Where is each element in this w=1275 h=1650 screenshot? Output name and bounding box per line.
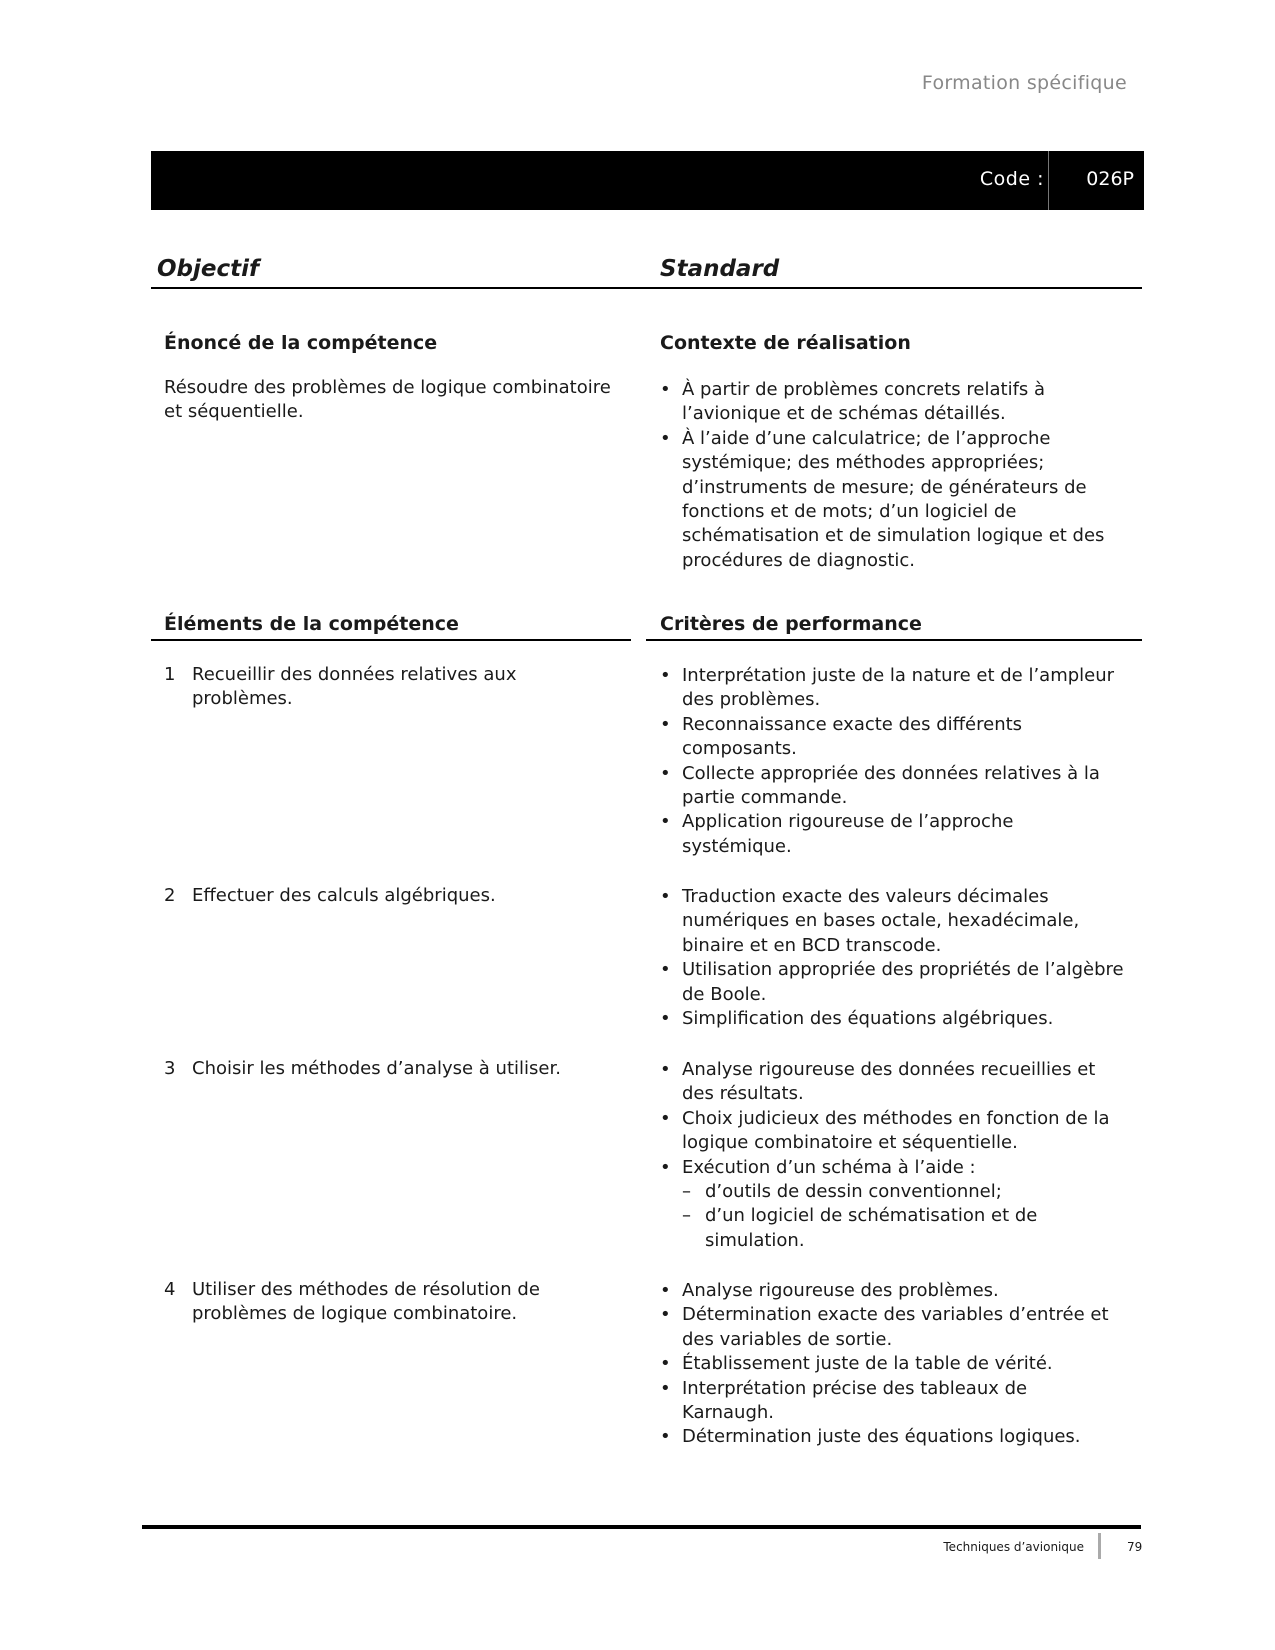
element-item bbox=[164, 663, 516, 712]
text-line: composants. bbox=[682, 738, 797, 760]
contexte-title: Contexte de réalisation bbox=[660, 332, 911, 354]
criterion-subitem bbox=[660, 1204, 1110, 1253]
text-line: des variables de sortie. bbox=[682, 1328, 893, 1350]
criterion-bullet bbox=[660, 1352, 1109, 1376]
text-line: • Analyse rigoureuse des données recueillies et bbox=[682, 1059, 1096, 1080]
criterion-bullet bbox=[660, 1425, 1109, 1449]
criteres-rule bbox=[646, 639, 1142, 641]
text-line: Effectuer des calculs algébriques. bbox=[192, 885, 496, 906]
footer-divider bbox=[1098, 1533, 1101, 1559]
text-line: systémique. bbox=[682, 835, 792, 857]
element-number: 3 bbox=[164, 1058, 176, 1079]
text-line: des résultats. bbox=[682, 1083, 804, 1105]
criterion-bullet bbox=[660, 1058, 1110, 1107]
text-line: • Détermination exacte des variables d’entrée et bbox=[682, 1304, 1109, 1326]
element-number: 1 bbox=[164, 664, 176, 685]
criterion-subitem bbox=[660, 1180, 1110, 1204]
text-line: logique combinatoire et séquentielle. bbox=[682, 1132, 1018, 1154]
text-line: • Choix judicieux des méthodes en fonction de la bbox=[682, 1107, 1110, 1129]
contexte-bullet bbox=[660, 427, 1104, 573]
heading-objectif: Objectif bbox=[157, 256, 260, 282]
text-line: – d’un logiciel de schématisation et de bbox=[705, 1205, 1038, 1227]
element-text bbox=[164, 663, 516, 712]
code-bar bbox=[151, 151, 1144, 210]
criterion-bullet bbox=[660, 713, 1114, 762]
text-line: • Interprétation juste de la nature et de l’ampleur bbox=[682, 665, 1115, 686]
text-line: • Interprétation précise des tableaux de bbox=[682, 1377, 1028, 1399]
text-line: • Collecte appropriée des données relatives à la bbox=[682, 762, 1100, 784]
text-line: • Utilisation appropriée des propriétés de l’algèbre bbox=[682, 959, 1124, 981]
criterion-bullet bbox=[660, 1377, 1109, 1426]
text-line: simulation. bbox=[705, 1229, 805, 1251]
code-value: 026P bbox=[1086, 168, 1134, 190]
text-line: • Application rigoureuse de l’approche bbox=[682, 811, 1014, 833]
criterion-bullet bbox=[660, 1156, 1110, 1180]
text-line: schématisation et de simulation logique et des bbox=[682, 525, 1105, 547]
criterion-bullet bbox=[660, 1303, 1109, 1352]
text-line: • Simplification des équations algébriques. bbox=[682, 1008, 1054, 1030]
element-number: 4 bbox=[164, 1279, 176, 1300]
criterion-bullet bbox=[660, 810, 1114, 859]
criteres-title: Critères de performance bbox=[660, 613, 922, 635]
element-text bbox=[164, 1278, 540, 1327]
contexte-list bbox=[660, 378, 1104, 573]
enonce-text bbox=[164, 376, 611, 425]
text-line: Karnaugh. bbox=[682, 1402, 775, 1424]
text-line: • Traduction exacte des valeurs décimales bbox=[682, 886, 1049, 907]
text-line: procédures de diagnostic. bbox=[682, 549, 916, 571]
text-line: – d’outils de dessin conventionnel; bbox=[705, 1181, 1002, 1203]
element-item bbox=[164, 1278, 540, 1327]
text-line: • Établissement juste de la table de vérité. bbox=[682, 1353, 1053, 1375]
element-text bbox=[164, 884, 496, 908]
text-line: Utiliser des méthodes de résolution de bbox=[192, 1279, 540, 1300]
page-number: 79 bbox=[1127, 1540, 1143, 1554]
criterion-bullet bbox=[660, 1007, 1124, 1031]
text-line: problèmes de logique combinatoire. bbox=[192, 1303, 518, 1325]
criteria-list bbox=[660, 885, 1124, 1031]
text-line: systémique; des méthodes appropriées; bbox=[682, 452, 1045, 474]
heading-rule bbox=[151, 287, 1142, 289]
criteria-list bbox=[660, 1279, 1109, 1450]
code-label: Code : bbox=[979, 168, 1044, 190]
criterion-bullet bbox=[660, 885, 1124, 958]
criteria-list bbox=[660, 664, 1114, 859]
text-line: partie commande. bbox=[682, 787, 848, 809]
text-line: des problèmes. bbox=[682, 689, 821, 711]
code-divider bbox=[1048, 151, 1049, 210]
text-line: Recueillir des données relatives aux bbox=[192, 664, 517, 685]
element-text bbox=[164, 1057, 561, 1081]
elements-rule bbox=[151, 639, 631, 641]
criterion-bullet bbox=[660, 958, 1124, 1007]
element-number: 2 bbox=[164, 885, 176, 906]
criterion-bullet bbox=[660, 1107, 1110, 1156]
contexte-bullet bbox=[660, 378, 1104, 427]
text-line: • Analyse rigoureuse des problèmes. bbox=[682, 1280, 999, 1301]
text-line: binaire et en BCD transcode. bbox=[682, 934, 942, 956]
element-item bbox=[164, 1057, 561, 1081]
text-line: Choisir les méthodes d’analyse à utiliser. bbox=[192, 1058, 561, 1079]
text-line: d’instruments de mesure; de générateurs de bbox=[682, 476, 1087, 498]
elements-title: Éléments de la compétence bbox=[164, 613, 459, 635]
text-line: problèmes. bbox=[192, 688, 293, 710]
text-line: numériques en bases octale, hexadécimale, bbox=[682, 910, 1080, 932]
text-line: • Reconnaissance exacte des différents bbox=[682, 713, 1023, 735]
footer-rule bbox=[142, 1525, 1141, 1529]
criterion-bullet bbox=[660, 1279, 1109, 1303]
criterion-bullet bbox=[660, 762, 1114, 811]
text-line: l’avionique et de schémas détaillés. bbox=[682, 403, 1006, 425]
criterion-bullet bbox=[660, 664, 1114, 713]
element-item bbox=[164, 884, 496, 908]
text-line: Résoudre des problèmes de logique combinatoire bbox=[164, 377, 611, 398]
criteria-list bbox=[660, 1058, 1110, 1253]
text-line: de Boole. bbox=[682, 983, 767, 1005]
text-line: • À partir de problèmes concrets relatifs à bbox=[682, 379, 1046, 400]
footer-title: Techniques d’avionique bbox=[943, 1540, 1084, 1554]
running-head: Formation spécifique bbox=[921, 72, 1127, 94]
text-line: et séquentielle. bbox=[164, 401, 304, 423]
text-line: • Exécution d’un schéma à l’aide : bbox=[682, 1156, 976, 1178]
text-line: • À l’aide d’une calculatrice; de l’approche bbox=[682, 427, 1051, 449]
enonce-title: Énoncé de la compétence bbox=[164, 332, 438, 354]
text-line: • Détermination juste des équations logiques. bbox=[682, 1426, 1081, 1448]
heading-standard: Standard bbox=[660, 256, 780, 282]
text-line: fonctions et de mots; d’un logiciel de bbox=[682, 501, 1017, 523]
